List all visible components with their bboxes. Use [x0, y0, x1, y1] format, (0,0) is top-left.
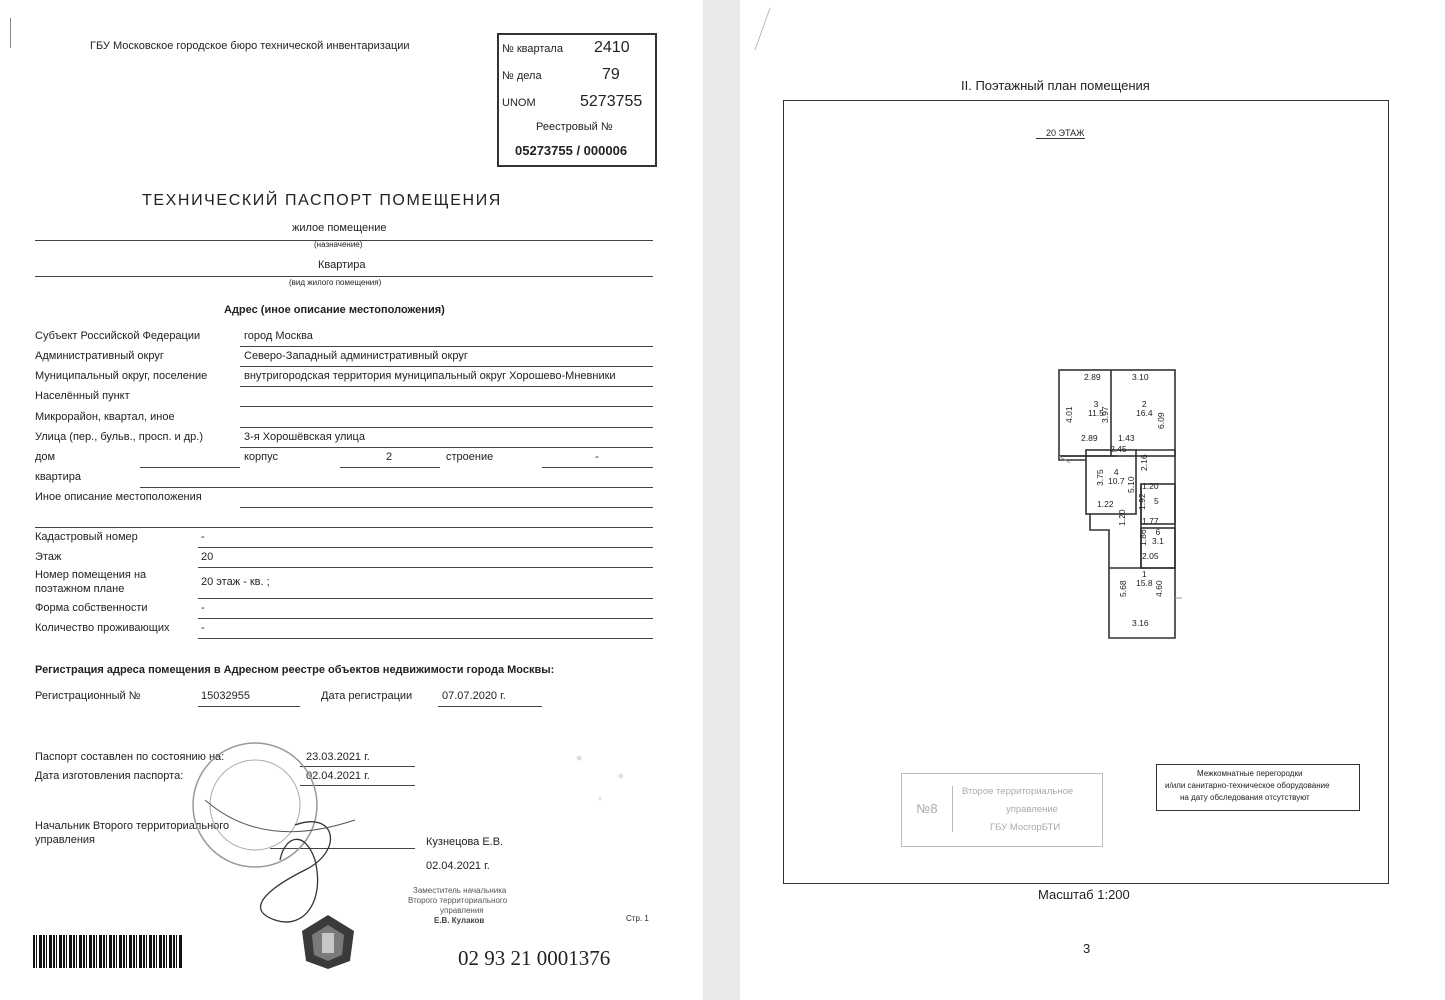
- delo-value: 79: [602, 66, 620, 83]
- room-area: 16.4: [1136, 408, 1153, 418]
- plan-dimension: 1.20: [1142, 481, 1159, 491]
- note-line: на дату обследования отсутствуют: [1180, 793, 1310, 802]
- subject-value: город Москва: [244, 330, 313, 342]
- plan-dimension: 3.16: [1132, 618, 1149, 628]
- plan-dimension: 1.43: [1118, 433, 1135, 443]
- field-line: [198, 618, 653, 619]
- plan-dimension: 1.22: [1097, 499, 1114, 509]
- room-number: 6: [1155, 527, 1161, 537]
- floor-label: 20 ЭТАЖ: [1036, 128, 1085, 139]
- round-seal-image: [185, 740, 365, 940]
- ownership-label: Форма собственности: [35, 602, 148, 614]
- cadastral-label: Кадастровый номер: [35, 531, 138, 543]
- delo-label: № дела: [502, 70, 542, 82]
- reg-no-label: Регистрационный №: [35, 690, 141, 702]
- residents-label: Количество проживающих: [35, 622, 170, 634]
- stamp-text-line: Второе территориальное: [962, 786, 1074, 797]
- unom-label: UNOM: [502, 97, 536, 109]
- room-area: 11.5: [1088, 408, 1104, 418]
- room-area: 15.8: [1136, 578, 1153, 588]
- plan-dimension: 1.77: [1142, 516, 1159, 526]
- settlement-label: Населённый пункт: [35, 390, 130, 402]
- other-label: Иное описание местоположения: [35, 491, 202, 503]
- room-label: [1088, 400, 1104, 418]
- field-line: [198, 567, 653, 568]
- room-number: 4: [1113, 467, 1119, 477]
- field-line: [542, 467, 653, 468]
- signer-position: Начальник Второго территориального: [35, 820, 230, 832]
- org-name: ГБУ Московское городское бюро технической инвентаризации: [90, 40, 410, 52]
- plan-dimension: 3.75: [1095, 469, 1105, 486]
- plan-dimension: 2.89: [1081, 433, 1098, 443]
- registration-heading: Регистрация адреса помещения в Адресном реестре объектов недвижимости города Москвы:: [35, 664, 555, 676]
- reestr-label: Реестровый №: [536, 121, 613, 133]
- floor-plan-page-right: [740, 0, 1445, 1000]
- room-label: [1108, 468, 1125, 486]
- room-number: 1: [1141, 569, 1147, 579]
- stamp-text-line: управление: [1006, 804, 1058, 815]
- made-value: 02.04.2021 г.: [306, 770, 370, 782]
- plan-dimension: 1.20: [1117, 509, 1127, 526]
- unom-value: 5273755: [580, 93, 643, 110]
- field-line: [140, 467, 240, 468]
- deputy-stamp-line: Заместитель начальника: [413, 886, 507, 895]
- edge-mark: [10, 18, 11, 48]
- plan-dimension: 1.86: [1138, 529, 1148, 546]
- okrug-value: Северо-Западный административный округ: [244, 350, 468, 362]
- deputy-stamp-line: управления: [440, 906, 484, 915]
- room-number: 2: [1141, 399, 1147, 409]
- korpus-value: 2: [386, 451, 393, 463]
- plan-dimension: 3.97: [1100, 406, 1110, 423]
- document-title: ТЕХНИЧЕСКИЙ ПАСПОРТ ПОМЕЩЕНИЯ: [142, 192, 502, 209]
- stroenie-label: строение: [446, 451, 494, 463]
- room-no-label-2: поэтажном плане: [35, 583, 125, 595]
- field-line: [140, 487, 653, 488]
- kvartal-label: № квартала: [502, 43, 563, 55]
- okrug-label: Административный округ: [35, 350, 164, 362]
- purpose-caption: (назначение): [314, 240, 363, 249]
- field-line: [198, 598, 653, 599]
- field-line: [438, 706, 542, 707]
- made-label: Дата изготовления паспорта:: [35, 770, 184, 782]
- scan-noise: [548, 722, 652, 812]
- floor-label: Этаж: [35, 551, 62, 563]
- field-line: [198, 706, 300, 707]
- residents-value: -: [201, 622, 205, 634]
- room-label: [1154, 496, 1159, 506]
- reg-date-label: Дата регистрации: [321, 690, 413, 702]
- note-line: и/или санитарно-техническое оборудование: [1165, 781, 1330, 790]
- state-label: Паспорт составлен по состоянию на:: [35, 751, 225, 763]
- passport-page-left: [0, 0, 703, 1000]
- plan-dimension: 1.92: [1137, 493, 1147, 510]
- territorial-stamp: [901, 773, 1103, 847]
- deputy-stamp-line: Второго территориального: [408, 896, 508, 905]
- plan-dimension: 2.16: [1139, 454, 1149, 471]
- divider: [35, 276, 653, 277]
- room-number: 3: [1093, 399, 1099, 409]
- field-line: [240, 366, 653, 367]
- room-area: 3.1: [1152, 536, 1164, 546]
- page-number: 3: [1083, 941, 1091, 956]
- address-heading: Адрес (иное описание местоположения): [224, 304, 445, 316]
- signer-name: Кузнецова Е.В.: [426, 836, 504, 848]
- field-line: [340, 467, 440, 468]
- micro-label: Микрорайон, квартал, иное: [35, 411, 175, 423]
- floor-value: 20: [201, 551, 214, 563]
- room-area: 10.7: [1108, 476, 1125, 486]
- field-line: [240, 507, 653, 508]
- stamp-text-line: ГБУ МосгорБТИ: [990, 822, 1061, 833]
- field-line: [198, 638, 653, 639]
- room-label: [1152, 528, 1164, 546]
- hologram-emblem-image: [298, 913, 358, 971]
- plan-frame: [783, 100, 1389, 884]
- note-box: [1156, 764, 1360, 811]
- korpus-label: корпус: [244, 451, 279, 463]
- kind-value: Квартира: [318, 259, 366, 271]
- field-line: [240, 447, 653, 448]
- signer-date: 02.04.2021 г.: [426, 860, 490, 872]
- street-label: Улица (пер., бульв., просп. и др.): [35, 431, 204, 443]
- signer-position-2: управления: [35, 834, 95, 846]
- room-no-label: Номер помещения на: [35, 569, 147, 581]
- room-label: [1136, 570, 1153, 588]
- plan-dimension: 3.10: [1132, 372, 1149, 382]
- stroenie-value: -: [595, 451, 599, 463]
- room-number: 5: [1154, 496, 1159, 506]
- field-line: [240, 427, 653, 428]
- ownership-value: -: [201, 602, 205, 614]
- field-line: [240, 346, 653, 347]
- flat-label: квартира: [35, 471, 81, 483]
- municipal-label: Муниципальный округ, поселение: [35, 370, 208, 382]
- reestr-value: 05273755 / 000006: [515, 143, 628, 158]
- deputy-stamp-line: Е.В. Кулаков: [434, 916, 485, 925]
- plan-dimension: 2.05: [1142, 551, 1159, 561]
- state-value: 23.03.2021 г.: [306, 751, 370, 763]
- kvartal-value: 2410: [594, 39, 630, 56]
- barcode-image: [33, 935, 183, 968]
- scale-label: Масштаб 1:200: [1038, 887, 1130, 902]
- registry-box: [497, 33, 657, 167]
- plan-dimension: 2.89: [1084, 372, 1101, 382]
- note-line: Межкомнатные перегородки: [1197, 769, 1303, 778]
- page-label: Стр. 1: [626, 914, 649, 923]
- serial-number: 02 93 21 0001376: [458, 946, 611, 970]
- reg-no-value: 15032955: [201, 690, 250, 702]
- room-no-value: 20 этаж - кв. ;: [201, 576, 270, 588]
- municipal-value: внутригородская территория муниципальный округ Хорошево-Мневники: [244, 370, 616, 382]
- house-label: дом: [35, 451, 56, 463]
- reg-date-value: 07.07.2020 г.: [442, 690, 506, 702]
- plan-dimension: 2.45: [1110, 444, 1127, 454]
- stamp-number: №8: [902, 786, 953, 832]
- field-line: [35, 527, 653, 528]
- field-line: [240, 386, 653, 387]
- plan-dimension: 5.10: [1126, 476, 1136, 493]
- page-fold-mark: [740, 0, 780, 60]
- field-line: [240, 406, 653, 407]
- field-line: [198, 547, 653, 548]
- street-value: 3-я Хорошёвская улица: [244, 431, 365, 443]
- plan-dimension: 4.60: [1154, 580, 1164, 597]
- subject-label: Субъект Российской Федерации: [35, 330, 201, 342]
- room-label: [1136, 400, 1153, 418]
- plan-dimension: 5.68: [1118, 580, 1128, 597]
- section-title: II. Поэтажный план помещения: [961, 78, 1150, 93]
- cadastral-value: -: [201, 531, 205, 543]
- plan-dimension: 6.09: [1156, 412, 1166, 429]
- kind-caption: (вид жилого помещения): [289, 278, 382, 287]
- plan-dimension: 4.01: [1064, 406, 1074, 423]
- purpose-value: жилое помещение: [292, 222, 387, 234]
